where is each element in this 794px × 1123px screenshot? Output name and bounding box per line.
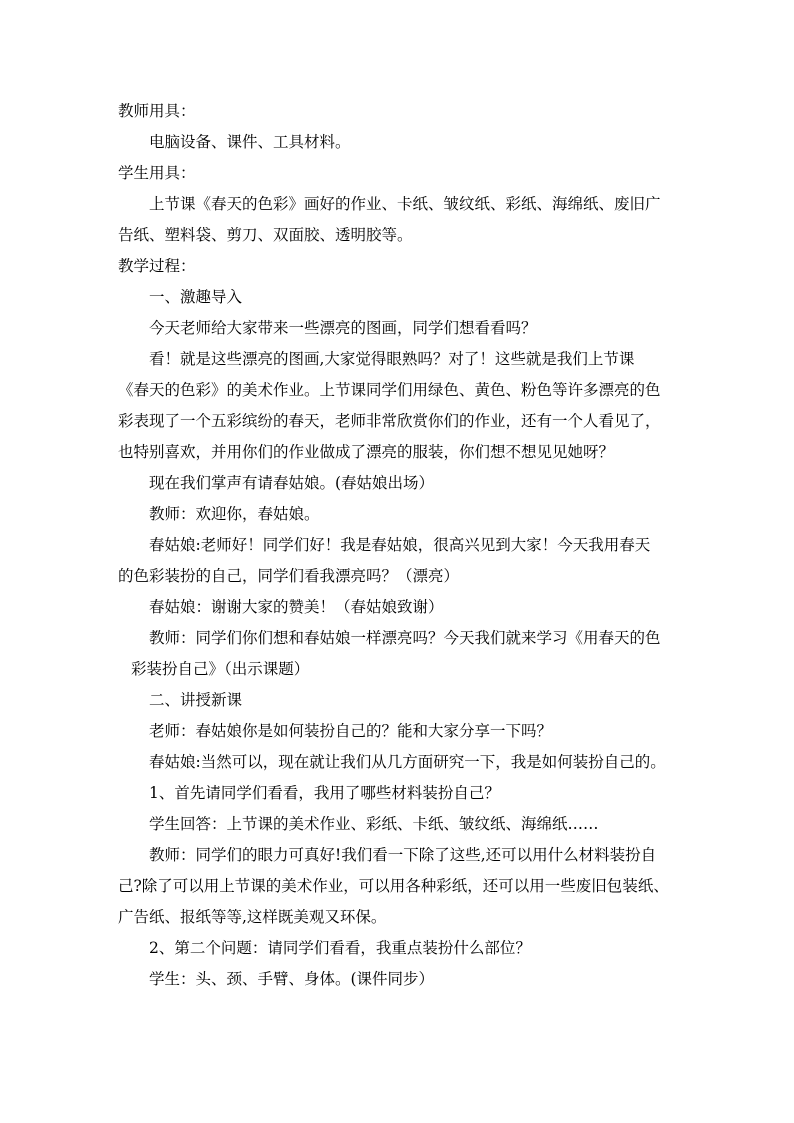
text-line: 春姑娘:当然可以，现在就让我们从几方面研究一下，我是如何装扮自己的。 bbox=[149, 753, 666, 771]
text-line: 教学过程： bbox=[118, 257, 196, 275]
text-line: 今天老师给大家带来一些漂亮的图画，同学们想看看吗？ bbox=[149, 319, 537, 337]
text-line: 学生：头、颈、手臂、身体。(课件同步） bbox=[149, 970, 435, 988]
text-line: 彩装扮自己》（出示课题） bbox=[131, 660, 310, 678]
text-line: 也特别喜欢，并用你们的作业做成了漂亮的服装，你们想不想见见她呀？ bbox=[118, 443, 615, 461]
text-line: 的色彩装扮的自己，同学们看我漂亮吗？（漂亮） bbox=[118, 567, 460, 585]
text-line: 电脑设备、课件、工具材料。 bbox=[149, 133, 351, 151]
text-line: 教师：欢迎你，春姑娘。 bbox=[149, 505, 320, 523]
document-body bbox=[118, 96, 688, 995]
text-line: 告纸、塑料袋、剪刀、双面胶、透明胶等。 bbox=[118, 226, 413, 244]
text-line: 学生回答：上节课的美术作业、彩纸、卡纸、皱纹纸、海绵纸…… bbox=[149, 815, 599, 833]
text-line: 看！就是这些漂亮的图画,大家觉得眼熟吗？对了！这些就是我们上节课 bbox=[149, 350, 635, 368]
text-line: 一、激趣导入 bbox=[149, 288, 243, 306]
text-line: 己?除了可以用上节课的美术作业，可以用各种彩纸，还可以用一些废旧包装纸、 bbox=[118, 877, 669, 895]
text-line: 教师用具： bbox=[118, 102, 196, 120]
text-line: 学生用具： bbox=[118, 164, 196, 182]
text-line: 2、第二个问题：请同学们看看，我重点装扮什么部位？ bbox=[149, 939, 531, 957]
text-line: 二、讲授新课 bbox=[149, 691, 243, 709]
text-line: 1、首先请同学们看看，我用了哪些材料装扮自己？ bbox=[149, 784, 500, 802]
text-line: 上节课《春天的色彩》画好的作业、卡纸、皱纹纸、彩纸、海绵纸、废旧广 bbox=[149, 195, 661, 213]
text-line: 教师：同学们的眼力可真好!我们看一下除了这些,还可以用什么材料装扮自 bbox=[149, 846, 657, 864]
text-line: 春姑娘:老师好！同学们好！我是春姑娘，很高兴见到大家！今天我用春天 bbox=[149, 536, 651, 554]
text-line: 老师：春姑娘你是如何装扮自己的？能和大家分享一下吗？ bbox=[149, 722, 553, 740]
text-line: 现在我们掌声有请春姑娘。(春姑娘出场） bbox=[149, 474, 435, 492]
text-line: 广告纸、报纸等等,这样既美观又环保。 bbox=[118, 908, 387, 926]
text-line: 春姑娘：谢谢大家的赞美！（春姑娘致谢） bbox=[149, 598, 444, 616]
text-line: 彩表现了一个五彩缤纷的春天，老师非常欣赏你们的作业，还有一个人看见了， bbox=[118, 412, 661, 430]
text-line: 教师：同学们你们想和春姑娘一样漂亮吗？今天我们就来学习《用春天的色 bbox=[149, 629, 661, 647]
text-line: 《春天的色彩》的美术作业。上节课同学们用绿色、黄色、粉色等许多漂亮的色 bbox=[118, 381, 661, 399]
